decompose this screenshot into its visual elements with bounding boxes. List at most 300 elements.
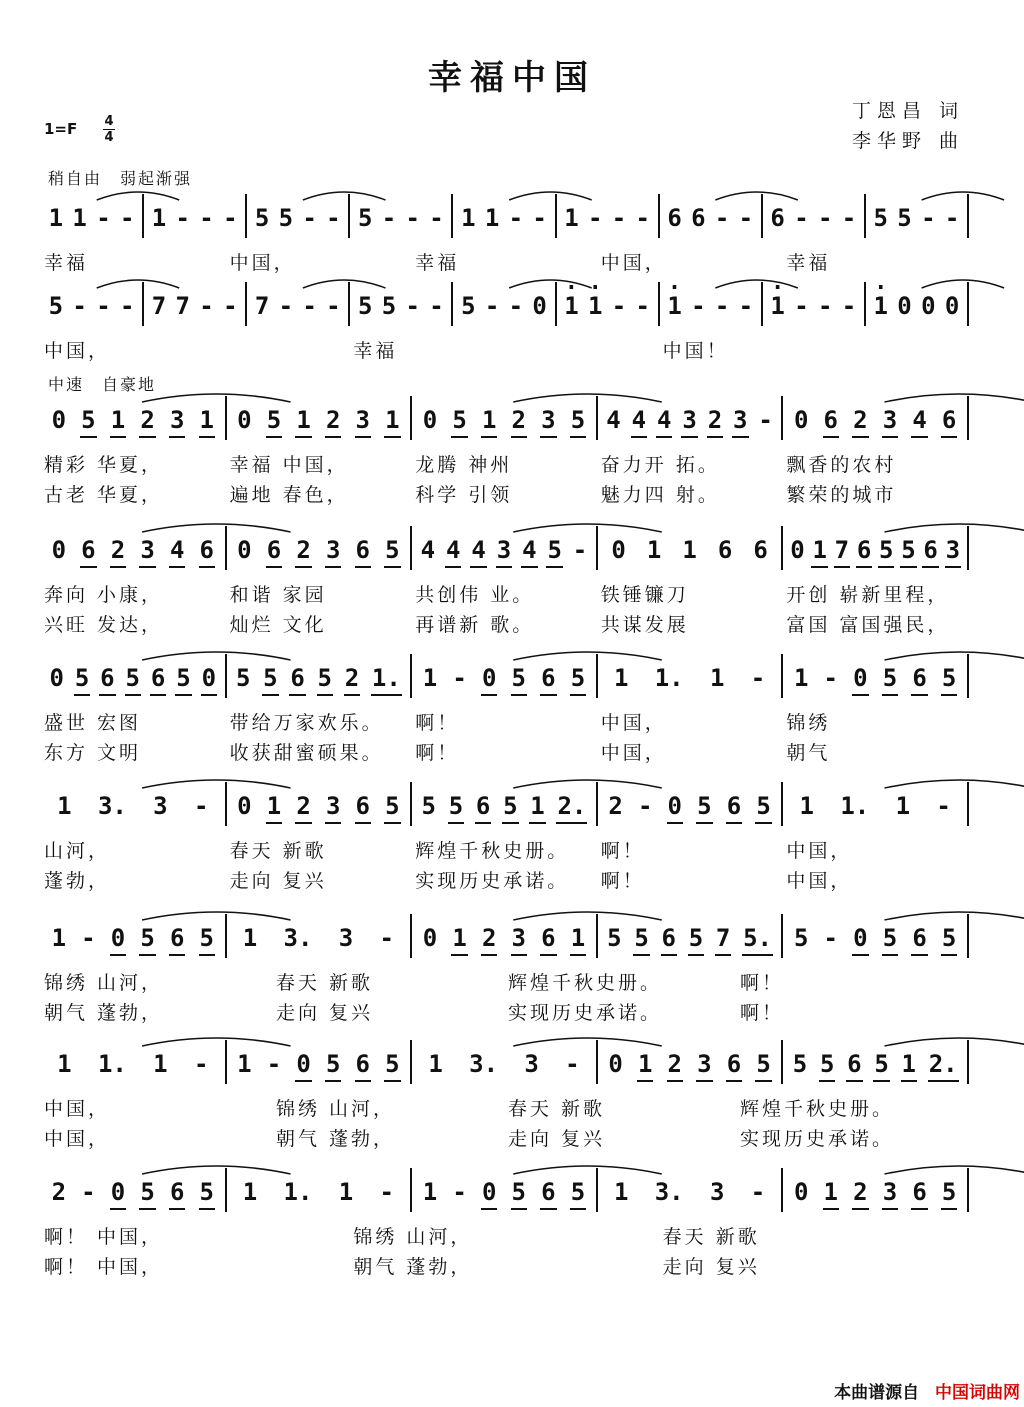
sustain-dash: - (611, 204, 627, 232)
note: 1 (199, 406, 214, 434)
note: 1 (72, 204, 87, 232)
note: 5 (688, 924, 704, 952)
barline (761, 194, 763, 238)
note: 5 (278, 204, 294, 232)
lyric-phrase: 中国， (786, 870, 853, 892)
lyric-phrase: 奔向 小康， (44, 584, 164, 606)
note: 6 (912, 664, 927, 692)
measure (560, 278, 655, 334)
sustain-dash: - (72, 292, 87, 320)
note: 4 (420, 536, 436, 564)
measure (601, 1036, 779, 1092)
lyrics-verse-1 (0, 1220, 1024, 1250)
barline (451, 282, 453, 326)
lyric-phrase: 中国！ (662, 340, 729, 362)
note: 5 (697, 792, 712, 820)
measure (786, 910, 964, 966)
note: 3. (469, 1050, 499, 1078)
note: 6 (856, 536, 872, 564)
sustain-dash: - (635, 204, 650, 232)
note: 7 (151, 292, 167, 320)
note: 1 (530, 792, 545, 820)
sustain-dash: - (326, 204, 341, 232)
note: 1 (709, 664, 725, 692)
note: 2. (928, 1050, 958, 1078)
measure (415, 1164, 593, 1220)
note: 5 (176, 664, 191, 692)
sustain-dash: - (199, 292, 214, 320)
note: 5 (199, 1178, 214, 1206)
measure (415, 778, 593, 834)
note: 4 (656, 406, 672, 434)
barline (348, 282, 350, 326)
note: 1 (422, 664, 438, 692)
lyrics-verse-1 (0, 706, 1024, 736)
staff-line (0, 910, 1024, 966)
lyric-phrase: 中国， (600, 742, 667, 764)
note: 3 (945, 536, 961, 564)
barline (967, 1168, 969, 1212)
sustain-dash: - (193, 792, 209, 820)
barline (142, 282, 144, 326)
note: 5 (570, 664, 586, 692)
note: 6 (912, 924, 927, 952)
measure (869, 278, 964, 334)
sustain-dash: - (193, 1050, 209, 1078)
note: 1 (901, 1050, 916, 1078)
note: 6 (100, 664, 115, 692)
lyric-phrase: 幸福 (415, 252, 460, 274)
note: 3 (169, 406, 185, 434)
lyric-phrase: 啊！ 中国， (44, 1226, 164, 1248)
note: 1 (242, 924, 258, 952)
sustain-dash: - (738, 292, 754, 320)
note: 6 (150, 664, 166, 692)
barline (596, 1040, 598, 1084)
note: 2 (667, 1050, 682, 1078)
measure (415, 650, 593, 706)
note: 1. (840, 792, 870, 820)
note: 1 (151, 204, 167, 232)
measure (766, 190, 861, 246)
note: 5 (48, 292, 64, 320)
note: 6 (661, 924, 676, 952)
note: 0 (897, 292, 912, 320)
source-label: 本曲谱源自 (834, 1383, 920, 1403)
note: 1 (646, 536, 662, 564)
sustain-dash: - (81, 1178, 96, 1206)
measure (601, 1164, 779, 1220)
lyric-phrase: 实现历史承诺。 (740, 1128, 895, 1150)
note: 3 (496, 536, 512, 564)
lyricist-credit: 丁恩昌 词 (851, 100, 964, 122)
note: 5 (235, 664, 251, 692)
sustain-dash: - (944, 204, 960, 232)
barline (596, 654, 598, 698)
measure (230, 1036, 408, 1092)
sustain-dash: - (794, 204, 809, 232)
note: 1 (570, 924, 586, 952)
barline (596, 396, 598, 440)
note: 2 (110, 536, 126, 564)
measure (353, 190, 448, 246)
note: 0 (853, 924, 868, 952)
note: 2 (608, 792, 623, 820)
lyric-phrase: 走向 复兴 (229, 870, 327, 892)
note: 0 (51, 536, 67, 564)
score-system (0, 650, 1024, 766)
lyrics-verse-1 (0, 578, 1024, 608)
note: · 1 (769, 294, 785, 318)
sustain-dash: - (714, 204, 730, 232)
note: 6 (667, 204, 682, 232)
lyric-phrase: 朝气 蓬勃， (276, 1128, 396, 1150)
sustain-dash: - (823, 664, 838, 692)
lyrics-verse-1 (0, 448, 1024, 478)
barline (781, 396, 783, 440)
measure (44, 778, 222, 834)
note: 2 (296, 792, 311, 820)
note: 3 (325, 792, 341, 820)
note: 6 (355, 792, 370, 820)
note: 7 (834, 536, 850, 564)
note: 5 (266, 406, 282, 434)
lyric-phrase: 古老 华夏， (44, 484, 164, 506)
lyric-phrase: 精彩 华夏， (44, 454, 164, 476)
barline (781, 782, 783, 826)
measure (147, 190, 242, 246)
note: 6 (753, 536, 768, 564)
note: 0 (237, 536, 252, 564)
measure (230, 650, 408, 706)
note: 3 (882, 1178, 898, 1206)
lyric-phrase: 中国， (786, 840, 853, 862)
note: 6 (823, 406, 838, 434)
measure (601, 650, 779, 706)
sustain-dash: - (532, 204, 547, 232)
sustain-dash: - (750, 1178, 766, 1206)
barline (225, 654, 227, 698)
note: 6 (81, 536, 96, 564)
measure (147, 278, 242, 334)
lyric-phrase: 春天 新歌 (276, 972, 374, 994)
note: · 1 (666, 294, 682, 318)
barline (245, 282, 247, 326)
measure (786, 522, 964, 578)
note: 6 (199, 536, 214, 564)
note: 5 (873, 204, 888, 232)
lyric-phrase: 春天 新歌 (508, 1098, 606, 1120)
note: 6 (717, 536, 733, 564)
barline (596, 914, 598, 958)
note: 5 (941, 664, 957, 692)
composer-credit: 李华野 曲 (851, 130, 964, 152)
note: 0 (481, 1178, 497, 1206)
note: 1. (371, 664, 401, 692)
sustain-dash: - (429, 292, 444, 320)
lyric-phrase: 锦绣 (786, 712, 831, 734)
lyric-phrase: 锦绣 山河， (44, 972, 164, 994)
measure (601, 522, 779, 578)
note: 2 (481, 924, 497, 952)
note: 3 (153, 792, 168, 820)
barline (245, 194, 247, 238)
note: 5 (81, 406, 96, 434)
lyric-phrase: 春天 新歌 (229, 840, 327, 862)
lyric-phrase: 走向 复兴 (508, 1128, 606, 1150)
note: 1 (242, 1178, 258, 1206)
lyrics-verse-1 (0, 834, 1024, 864)
sustain-dash: - (565, 1050, 580, 1078)
lyrics-verse-2 (0, 996, 1024, 1026)
lyric-phrase: 中国， (44, 1128, 111, 1150)
note: 7 (715, 924, 731, 952)
barline (781, 1040, 783, 1084)
lyrics-verse-2 (0, 608, 1024, 638)
note: 6 (541, 924, 556, 952)
lyric-phrase: 啊！ (415, 742, 460, 764)
note: 5 (357, 292, 373, 320)
lyrics-verse-1 (0, 334, 1024, 364)
sustain-dash: - (119, 292, 135, 320)
note: 5 (385, 536, 400, 564)
note: 1 (51, 924, 67, 952)
source-footer (834, 1378, 1020, 1403)
note: 0 (481, 664, 497, 692)
lyric-phrase: 锦绣 山河， (276, 1098, 396, 1120)
score-system (0, 1036, 1024, 1152)
note: 6 (726, 792, 742, 820)
note: 6 (290, 664, 305, 692)
sustain-dash: - (635, 292, 650, 320)
note: 5 (874, 1050, 889, 1078)
note: 7 (254, 292, 270, 320)
lyric-phrase: 锦绣 山河， (353, 1226, 473, 1248)
sustain-dash: - (96, 292, 111, 320)
note: 0 (237, 406, 252, 434)
note: 3 (338, 924, 354, 952)
note: 3 (524, 1050, 539, 1078)
measure (786, 1036, 964, 1092)
lyrics-verse-2 (0, 478, 1024, 508)
note: 0 (49, 664, 64, 692)
lyric-phrase: 兴旺 发达， (44, 614, 164, 636)
note: 5 (570, 406, 586, 434)
lyric-phrase: 龙腾 神州 (415, 454, 513, 476)
note: 5 (901, 536, 916, 564)
note: 5 (140, 1178, 155, 1206)
barline (864, 282, 866, 326)
note: 5 (756, 792, 771, 820)
note: 1 (461, 204, 476, 232)
lyrics-verse-2 (0, 736, 1024, 766)
sustain-dash: - (278, 292, 294, 320)
note: 1 (799, 792, 814, 820)
measure (230, 910, 408, 966)
sustain-dash: - (936, 792, 951, 820)
measure (786, 650, 964, 706)
note: 7 (175, 292, 190, 320)
lyric-phrase: 幸福 (44, 252, 89, 274)
lyric-phrase: 啊！ (600, 840, 645, 862)
note: 0 (921, 292, 936, 320)
sustain-dash: - (96, 204, 111, 232)
note: 0 (611, 536, 626, 564)
measure (415, 910, 593, 966)
note: 3 (733, 406, 748, 434)
note: 3 (511, 924, 526, 952)
barline (658, 282, 660, 326)
note: 5 (381, 292, 397, 320)
note: 3. (283, 924, 313, 952)
lyric-phrase: 走向 复兴 (662, 1256, 760, 1278)
note: 6 (266, 536, 282, 564)
barline (142, 194, 144, 238)
note: 3 (709, 1178, 725, 1206)
note: 2 (296, 536, 311, 564)
note: 5 (357, 204, 373, 232)
note: 1 (266, 792, 282, 820)
lyric-phrase: 辉煌千秋史册。 (415, 840, 570, 862)
sustain-dash: - (758, 406, 773, 434)
barline (348, 194, 350, 238)
note: 5 (879, 536, 894, 564)
barline (410, 782, 412, 826)
lyric-phrase: 辉煌千秋史册。 (740, 1098, 895, 1120)
lyric-phrase: 东方 文明 (44, 742, 142, 764)
note: 3 (882, 406, 898, 434)
note: 5 (461, 292, 476, 320)
sustain-dash: - (841, 292, 857, 320)
note: 3. (97, 792, 127, 820)
lyric-phrase: 繁荣的城市 (786, 484, 897, 506)
note: 6 (541, 1178, 556, 1206)
note: 1 (564, 204, 579, 232)
note: · 1 (587, 294, 603, 318)
note: 0 (532, 292, 547, 320)
note: 5 (570, 1178, 586, 1206)
measure (456, 278, 551, 334)
score-system (0, 522, 1024, 638)
note: 1 (57, 1050, 72, 1078)
note: 2 (853, 406, 868, 434)
sustain-dash: - (611, 292, 627, 320)
barline (410, 1040, 412, 1084)
note: 1 (637, 1050, 653, 1078)
barline (225, 914, 227, 958)
measure (415, 392, 593, 448)
note: 2 (707, 406, 723, 434)
note: 1. (283, 1178, 313, 1206)
barline (967, 782, 969, 826)
note: 5 (882, 664, 898, 692)
note: 1 (484, 204, 500, 232)
measure (766, 278, 861, 334)
measure (560, 190, 655, 246)
sustain-dash: - (381, 204, 397, 232)
note: 6 (169, 1178, 185, 1206)
note: 0 (201, 664, 217, 692)
note: 0 (608, 1050, 623, 1078)
measure (44, 650, 222, 706)
note: 0 (296, 1050, 311, 1078)
lyric-phrase: 遍地 春色， (229, 484, 349, 506)
note: 5 (756, 1050, 771, 1078)
staff-line (0, 522, 1024, 578)
sustain-dash: - (750, 664, 766, 692)
sustain-dash: - (823, 924, 838, 952)
note: 6 (355, 1050, 370, 1078)
note: 6 (941, 406, 957, 434)
note: 0 (110, 924, 126, 952)
staff-line (0, 650, 1024, 706)
lyric-phrase: 走向 复兴 (276, 1002, 374, 1024)
song-title: 幸福中国 (428, 58, 596, 98)
measure (250, 278, 345, 334)
measure (250, 190, 345, 246)
measure (44, 278, 139, 334)
lyric-phrase: 魅力四 射。 (600, 484, 720, 506)
note: 5 (897, 204, 912, 232)
note: 5 (448, 792, 464, 820)
lyric-phrase: 啊！ (740, 972, 785, 994)
barline (596, 526, 598, 570)
measure (353, 278, 448, 334)
note: 2 (140, 406, 155, 434)
measure (786, 778, 964, 834)
note: 5 (941, 1178, 957, 1206)
note: 1 (793, 664, 809, 692)
sustain-dash: - (223, 204, 238, 232)
note: 6 (726, 1050, 742, 1078)
measure (44, 910, 222, 966)
note: 5 (792, 1050, 808, 1078)
sustain-dash: - (175, 204, 190, 232)
key-signature: 1=F (44, 120, 78, 138)
barline (410, 914, 412, 958)
note: 0 (51, 406, 67, 434)
barline (781, 654, 783, 698)
sustain-dash: - (429, 204, 444, 232)
barline (225, 526, 227, 570)
sustain-dash: - (484, 292, 500, 320)
sustain-dash: - (921, 204, 936, 232)
note: 6 (691, 204, 706, 232)
note: 0 (793, 406, 809, 434)
barline (967, 654, 969, 698)
lyrics-verse-2 (0, 1250, 1024, 1280)
measure (601, 910, 779, 966)
sustain-dash: - (266, 1050, 282, 1078)
lyric-phrase: 啊！ (600, 870, 645, 892)
barline (555, 194, 557, 238)
note: 5 (547, 536, 562, 564)
note: 3 (541, 406, 556, 434)
barline (967, 526, 969, 570)
note: 1 (110, 406, 126, 434)
note: 4 (912, 406, 927, 434)
barline (410, 396, 412, 440)
staff-line (0, 778, 1024, 834)
lyric-phrase: 和谐 家园 (229, 584, 327, 606)
sustain-dash: - (199, 204, 214, 232)
note: 5 (263, 664, 278, 692)
sustain-dash: - (794, 292, 809, 320)
barline (967, 282, 969, 326)
measure (44, 392, 222, 448)
note: 5 (140, 924, 155, 952)
note: 3 (140, 536, 155, 564)
